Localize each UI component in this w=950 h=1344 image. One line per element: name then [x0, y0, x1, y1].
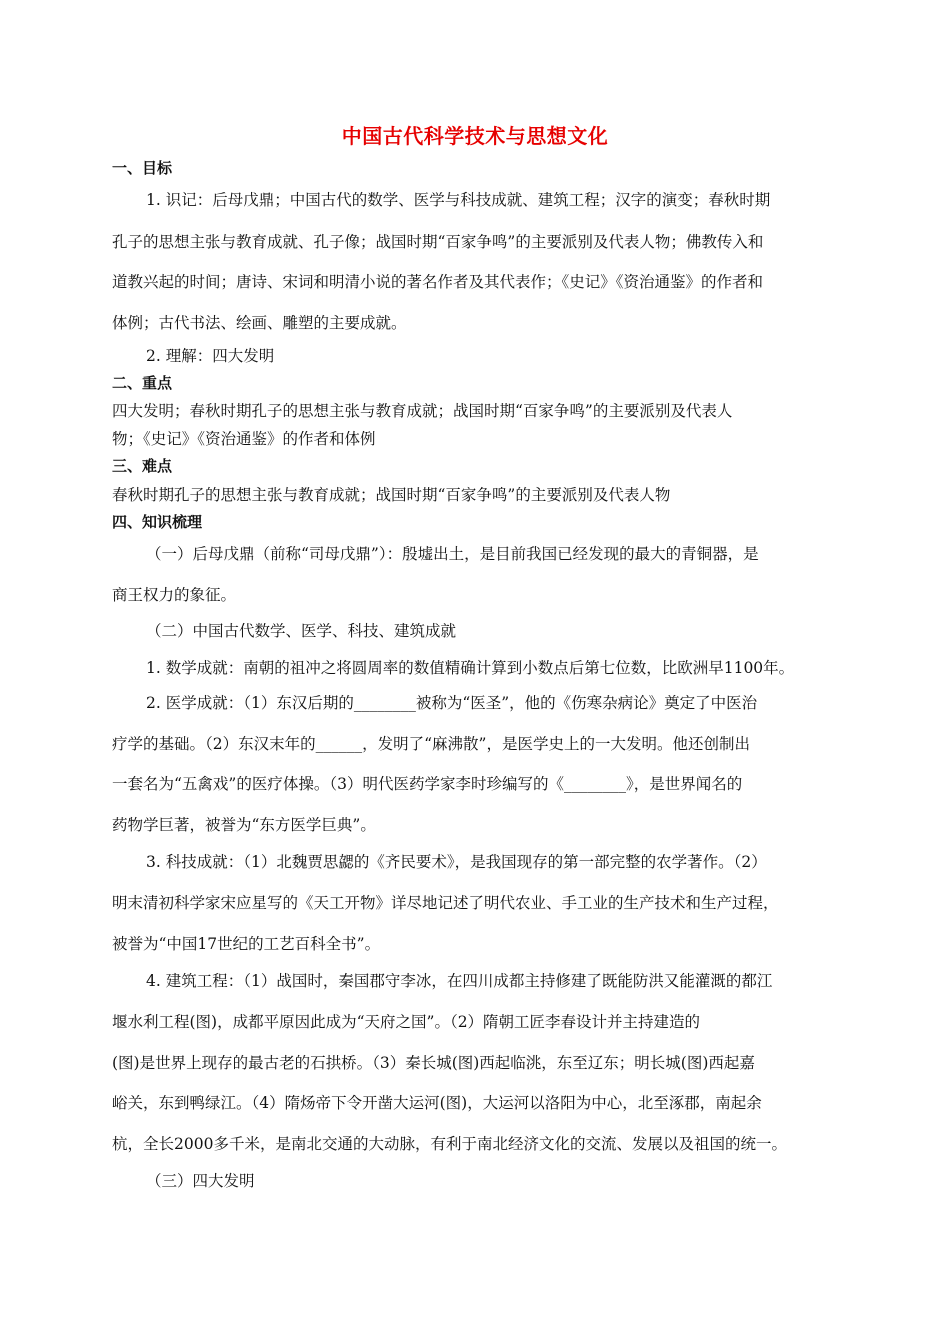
goal-recall-text: 体例；古代书法、绘画、雕塑的主要成就。: [112, 314, 407, 332]
section-heading-goals: 一、目标: [112, 159, 173, 177]
section-heading-difficulties: 三、难点: [112, 457, 173, 475]
difficulties-text: 春秋时期孔子的思想主张与教育成就；战国时期“百家争鸣”的主要派别及代表人物: [112, 486, 671, 504]
architecture-text: (图)是世界上现存的最古老的石拱桥。（3）秦长城(图)西起临洮，东至辽东；明长城(图)西起嘉: [112, 1054, 755, 1072]
goal-recall-text: 道教兴起的时间；唐诗、宋词和明清小说的著名作者及其代表作；《史记》《资治通鉴》的作者和: [112, 273, 764, 291]
architecture-text: 峪关，东到鸭绿江。（4）隋炀帝下令开凿大运河(图)，大运河以洛阳为中心，北至涿郡，南起余: [112, 1094, 762, 1112]
knowledge-subheading: （二）中国古代数学、医学、科技、建筑成就: [146, 622, 457, 640]
goal-recall-text: 1. 识记：后母戊鼎；中国古代的数学、医学与科技成就、建筑工程；汉字的演变；春秋时期: [146, 191, 771, 209]
goal-recall-text: 孔子的思想主张与教育成就、孔子像；战国时期“百家争鸣”的主要派别及代表人物；佛教传入和: [112, 233, 764, 251]
tech-achievement-text: 明末清初科学家宋应星写的《天工开物》详尽地记述了明代农业、手工业的生产技术和生产过程，: [112, 894, 779, 912]
document-title: 中国古代科学技术与思想文化: [341, 124, 609, 148]
key-points-text: 四大发明；春秋时期孔子的思想主张与教育成就；战国时期“百家争鸣”的主要派别及代表人: [112, 402, 733, 420]
medical-achievement-text: 疗学的基础。（2）东汉末年的______，发明了“麻沸散”，是医学史上的一大发明。他还创制出: [112, 735, 750, 753]
medical-achievement-text: 一套名为“五禽戏”的医疗体操。（3）明代医药学家李时珍编写的《________》，是世界闻名的: [112, 775, 743, 793]
tech-achievement-text: 被誉为“中国17世纪的工艺百科全书”。: [112, 935, 381, 953]
architecture-text: 4. 建筑工程：（1）战国时，秦国郡守李冰，在四川成都主持修建了既能防洪又能灌溉的都江: [146, 972, 773, 990]
medical-achievement-text: 药物学巨著，被誉为“东方医学巨典”。: [112, 816, 376, 834]
knowledge-paragraph: （一）后母戊鼎（前称“司母戊鼎”）：殷墟出土，是目前我国已经发现的最大的青铜器，是: [146, 545, 759, 563]
medical-achievement-text: 2. 医学成就：（1）东汉后期的________被称为“医圣”，他的《伤寒杂病论》奠定了中医治: [146, 694, 758, 712]
section-heading-key-points: 二、重点: [112, 374, 173, 392]
math-achievement-text: 1. 数学成就：南朝的祖冲之将圆周率的数值精确计算到小数点后第七位数，比欧洲早1100年。: [146, 659, 795, 677]
knowledge-paragraph: 商王权力的象征。: [112, 586, 237, 604]
section-heading-knowledge: 四、知识梳理: [112, 513, 203, 531]
architecture-text: 堰水利工程(图)，成都平原因此成为“天府之国”。（2）隋朝工匠李春设计并主持建造的: [112, 1013, 701, 1031]
tech-achievement-text: 3. 科技成就：（1）北魏贾思勰的《齐民要术》，是我国现存的第一部完整的农学著作。（2）: [146, 853, 767, 871]
architecture-text: 杭，全长2000多千米，是南北交通的大动脉，有利于南北经济文化的交流、发展以及祖国的统一。: [112, 1135, 787, 1153]
knowledge-subheading: （三）四大发明: [146, 1172, 255, 1190]
goal-understand-text: 2. 理解：四大发明: [146, 347, 275, 365]
key-points-text: 物；《史记》《资治通鉴》的作者和体例: [112, 430, 376, 448]
